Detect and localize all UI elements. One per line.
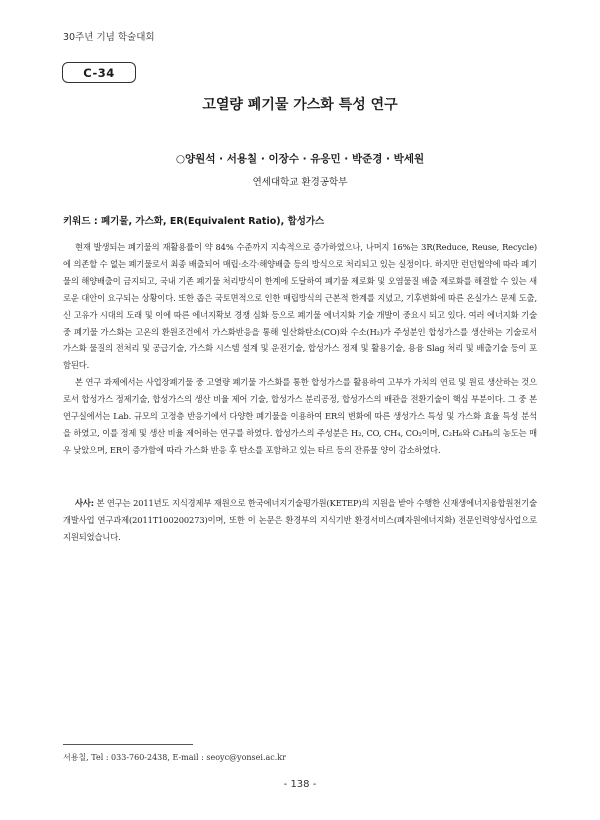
paper-code-badge: C-34 xyxy=(62,62,136,83)
abstract-paragraph: 본 연구 과제에서는 사업장폐기물 중 고열량 폐기물 가스화를 통한 합성가스를 활용하여 고부가 가치의 연료 및 원료 생산하는 것으로서 합성가스 정제기술, 합성가스의 생산 비율 제어 기술, 합성가스 분리공정, 합성가스의 배관을 전환기술이 핵심 부분이다. 그 중 본 연구실에서는 Lab. 규모의 고정층 반응기에서 다양한 폐기물을 이용하여 ER의 변화에 따른 생성가스 특성 및 가스화 효율 특성 분석을 하였고, 이를 정제 및 생산 비율 제어하는 연구를 하였다. 합성가스의 주성분은 H₂, CO, CH₄, CO₂이며, C₂H₆와 C₃H₈의 농도는 매우 낮았으며, ER이 증가함에 따라 가스화 반응 후 탄소를 포함하고 있는 타르 등의 잔류물 양이 감소하였다. xyxy=(63,377,537,455)
author-list: ○양원석 · 서용칠 · 이장수 · 유응민 · 박준경 · 박세원 xyxy=(175,153,425,165)
acknowledgement-text: 본 연구는 2011년도 지식경제부 재원으로 한국에너지기술평가원(KETEP)의 지원을 받아 수행한 신재생에너지융합원천기술개발사업 연구과제(2011T100200273)이며, 또한 이 논문은 환경부의 지식기반 환경서비스(폐자원에너지화) 전문인력양성사업으로 지원되었습니다. xyxy=(63,498,537,542)
footnote-divider xyxy=(63,744,193,745)
keywords: 키워드 : 폐기물, 가스화, ER(Equivalent Ratio), 합성가스 xyxy=(63,216,325,227)
acknowledgement-label: 사사: xyxy=(75,498,94,508)
abstract-body xyxy=(63,239,537,459)
conference-header: 30주년 기념 학술대회 xyxy=(63,32,155,43)
affiliation: 연세대학교 환경공학부 xyxy=(252,177,348,188)
page-number: - 138 - xyxy=(283,779,317,790)
paper-title: 고열량 폐기물 가스화 특성 연구 xyxy=(202,97,398,113)
acknowledgement xyxy=(63,495,537,546)
abstract-paragraph: 현재 발생되는 폐기물의 재활용률이 약 84% 수준까지 지속적으로 증가하였으나, 나머지 16%는 3R(Reduce, Reuse, Recycle)에 의존할 수 없는 폐기물로서 최종 배출되어 매립·소각·해양배출 등의 방식으로 처리되고 있는 실정이다. 하지만 런던협약에 따라 폐기물의 해양배출이 금지되고, 국내 기존 폐기물 처리방식이 한계에 도달하여 폐기물 제로화 및 오염물질 배출 제로화를 해결할 수 있는 새로운 대안이 요구되는 상황이다. 또한 좁은 국토면적으로 인한 매립방식의 근본적 한계를 지녔고, 기후변화에 따른 온실가스 문제 도출, 신 고유가 시대의 도래 및 이에 따른 에너지확보 경쟁 심화 등으로 폐기물 에너지화 기술 개발이 중요시 되고 있다. 여러 에너지화 기술 중 폐기물 가스화는 고온의 환원조건에서 가스화반응을 통해 일산화탄소(CO)와 수소(H₂)가 주성분인 합성가스를 생산하는 기술로서 가스화 물질의 전처리 및 공급기술, 가스화 시스템 설계 및 운전기술, 합성가스 정제 및 활용기술, 용융 Slag 처리 및 배출기술 등이 포함된다. xyxy=(63,242,537,371)
corresponding-author-footnote: 서용칠, Tel : 033-760-2438, E-mail : seoyc@yonsei.ac.kr xyxy=(63,753,286,762)
